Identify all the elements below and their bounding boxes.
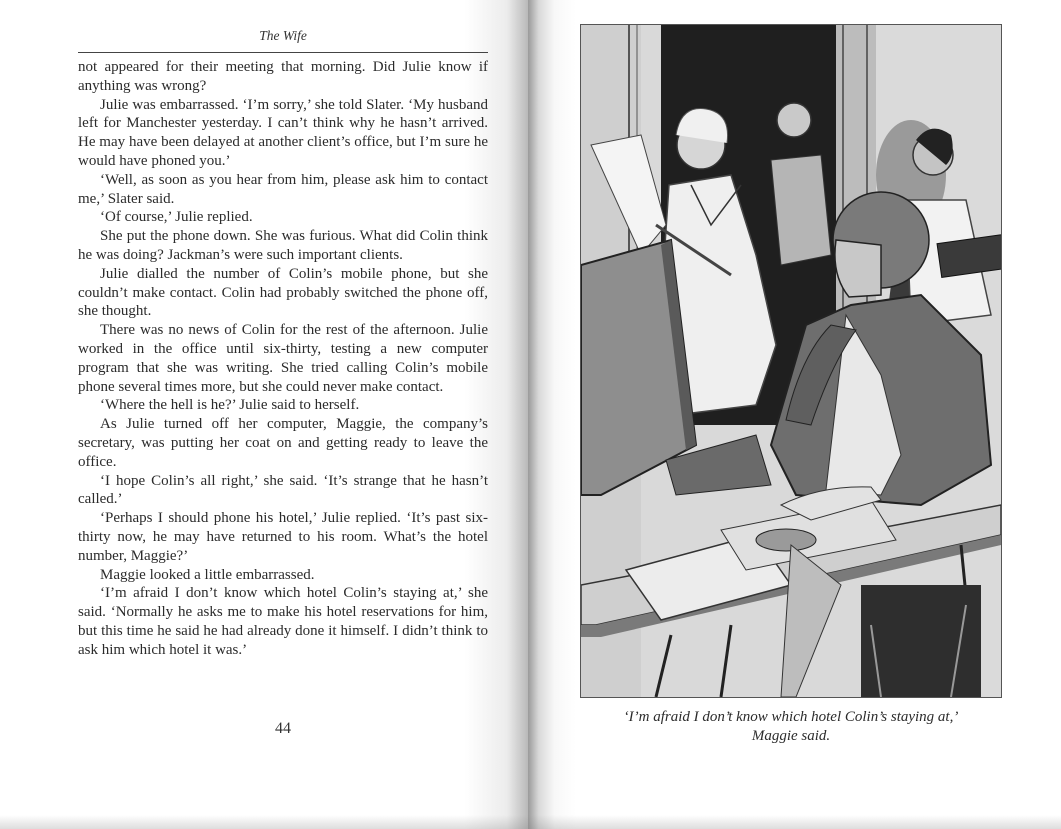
paragraph: Julie dialled the number of Colin’s mobile phone, but she couldn’t make contact. Colin had probably switched the phone off, she thought. xyxy=(78,265,488,320)
paragraph: ‘Well, as soon as you hear from him, please ask him to contact me,’ Slater said. xyxy=(78,171,488,207)
paragraph: ‘I hope Colin’s all right,’ she said. ‘It’s strange that he hasn’t called.’ xyxy=(78,472,488,508)
paragraph: Julie was embarrassed. ‘I’m sorry,’ she told Slater. ‘My husband left for Manchester yesterday. I can’t think why he hasn’t arrived. He may have been delayed at another client’s office, but I’m sure he would have phoned you.’ xyxy=(78,96,488,169)
page-edge-shadow xyxy=(0,815,1061,829)
left-page xyxy=(0,0,528,829)
page-number: 44 xyxy=(275,720,291,737)
paragraph: ‘Of course,’ Julie replied. xyxy=(100,209,253,226)
paragraph: ‘Where the hell is he?’ Julie said to herself. xyxy=(100,397,360,414)
paragraph: Maggie looked a little embarrassed. xyxy=(100,566,315,583)
illustration-drawing xyxy=(581,25,1001,697)
illustration-caption xyxy=(580,708,1002,746)
header-rule xyxy=(78,52,488,53)
paragraph: As Julie turned off her computer, Maggie, the company’s secretary, was putting her coat on and getting ready to leave the office. xyxy=(78,416,488,470)
paragraph: not appeared for their meeting that morning. Did Julie know if anything was wrong? xyxy=(78,59,488,94)
paragraph: There was no news of Colin for the rest of the afternoon. Julie worked in the office until six-thirty, testing a new computer program that she was writing. She tried calling Colin’s mobile phone several times more, but she could never make contact. xyxy=(78,322,488,395)
paragraph: ‘I’m afraid I don’t know which hotel Colin’s staying at,’ she said. ‘Normally he asks me to make his hotel reservations for him, but this time he said he had already done it himself. I didn’t think to ask him which hotel it was.’ xyxy=(78,585,488,658)
running-head: The Wife xyxy=(259,28,307,43)
caption-line: ‘I’m afraid I don’t know which hotel Colin’s staying at,’ xyxy=(623,709,959,725)
body-text xyxy=(78,58,488,660)
paragraph: She put the phone down. She was furious. What did Colin think he was doing? Jackman’s were such important clients. xyxy=(78,228,488,263)
paragraph: ‘Perhaps I should phone his hotel,’ Julie replied. ‘It’s past six-thirty now, he may have returned to his room. What’s the hotel number, Maggie?’ xyxy=(78,510,488,564)
office-illustration xyxy=(580,24,1002,698)
caption-line: Maggie said. xyxy=(751,728,831,744)
